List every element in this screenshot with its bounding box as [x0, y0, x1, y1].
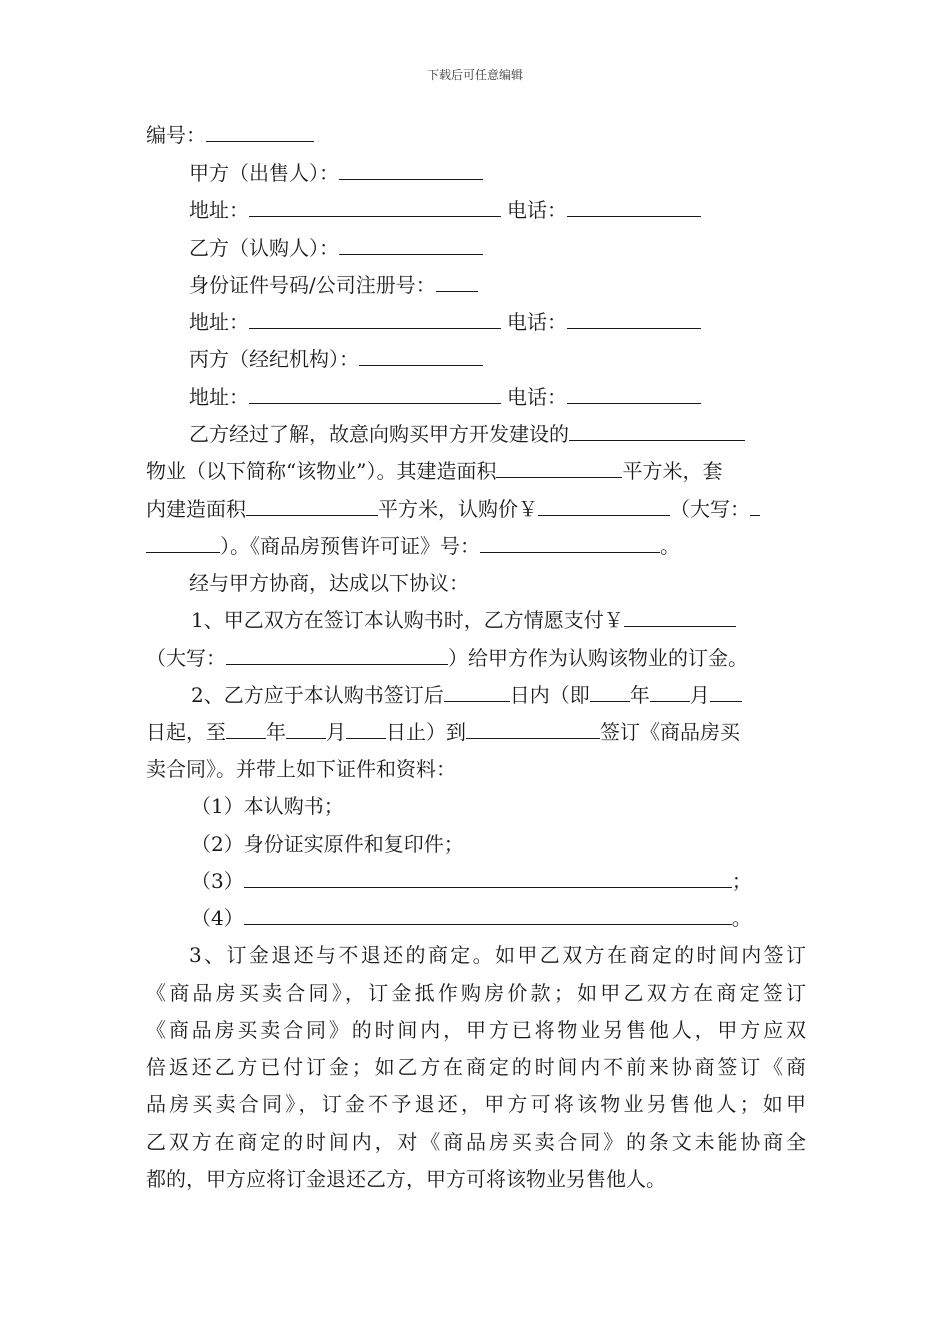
address-blank: [249, 198, 501, 217]
deposit-words-blank: [226, 646, 448, 665]
address-label: 地址：: [189, 198, 249, 222]
intro-line-3: 内建造面积 平方米，认购价￥ （大写：: [146, 496, 760, 522]
item-3-blank: [244, 869, 732, 888]
phone-blank: [567, 385, 701, 404]
item-3: （3） ；: [191, 869, 752, 893]
area-blank: [496, 459, 622, 478]
id-number-blank: [436, 273, 478, 292]
day-blank: [346, 720, 386, 739]
month-blank: [286, 720, 326, 739]
id-number-label: 身份证件号码/公司注册号：: [189, 273, 436, 297]
phone-label: 电话：: [507, 310, 567, 334]
clause-3-line-4: 倍返还乙方已付订金；如乙方在商定的时间内不前来协商签订《商: [146, 1055, 806, 1079]
clause-3-line-7: 都的，甲方应将订金退还乙方，甲方可将该物业另售他人。: [146, 1167, 666, 1191]
location-blank: [466, 720, 600, 739]
number-label: 编号：: [146, 123, 206, 147]
phone-blank: [567, 198, 701, 217]
clause-2-line-3: 卖合同》。并带上如下证件和资料：: [146, 757, 456, 781]
intro-line-4: ）。《商品房预售许可证》号： 。: [146, 533, 680, 559]
address-label: 地址：: [189, 310, 249, 334]
party-a-blank: [339, 161, 483, 180]
item-1: （1）本认购书；: [191, 794, 344, 818]
year-blank: [226, 720, 266, 739]
page-header: 下载后可任意编辑: [426, 68, 523, 82]
party-c-line: [189, 346, 483, 372]
clause-1-line-1: 1、甲乙双方在签订本认购书时，乙方情愿支付￥: [191, 607, 736, 633]
project-blank: [569, 422, 745, 441]
party-c-blank: [359, 347, 483, 366]
deposit-blank: [624, 608, 736, 627]
number-blank: [206, 123, 314, 142]
party-b-line: [189, 235, 483, 261]
clause-1-line-2: （大写： ）给甲方作为认购该物业的订金。: [146, 646, 748, 670]
party-b-label: 乙方（认购人）：: [189, 236, 339, 260]
item-4: （4） 。: [191, 906, 752, 930]
clause-2-line-2: 日起，至 年 月 日止）到 签订《商品房买: [146, 720, 740, 744]
agreement-intro: 经与甲方协商，达成以下协议：: [189, 571, 469, 595]
party-a-address-line: [189, 197, 701, 223]
contract-number-line: [146, 122, 314, 148]
party-c-label: 丙方（经纪机构）：: [189, 347, 359, 371]
party-b-blank: [339, 236, 483, 255]
permit-number-blank: [480, 534, 660, 553]
address-blank: [249, 310, 501, 329]
phone-blank: [567, 310, 701, 329]
inner-area-blank: [246, 497, 378, 516]
item-2: （2）身份证实原件和复印件；: [191, 832, 464, 856]
year-blank: [590, 683, 630, 702]
clause-3-line-5: 品房买卖合同》，订金不予退还，甲方可将该物业另售他人；如甲: [146, 1092, 806, 1116]
day-blank: [710, 683, 742, 702]
clause-3-line-6: 乙双方在商定的时间内，对《商品房买卖合同》的条文未能协商全: [146, 1130, 806, 1154]
address-label: 地址：: [189, 385, 249, 409]
clause-3-line-3: 《商品房买卖合同》的时间内，甲方已将物业另售他人，甲方应双: [146, 1018, 806, 1042]
party-a-label: 甲方（出售人）：: [189, 161, 339, 185]
id-number-line: [189, 272, 478, 298]
clause-3-line-2: 《商品房买卖合同》，订金抵作购房价款；如甲乙双方在商定签订: [146, 981, 806, 1005]
phone-label: 电话：: [507, 385, 567, 409]
month-blank: [650, 683, 690, 702]
address-blank: [249, 385, 501, 404]
party-a-line: [189, 160, 483, 186]
days-blank: [444, 683, 510, 702]
intro-line-1: 乙方经过了解，故意向购买甲方开发建设的: [189, 421, 745, 447]
item-4-blank: [244, 906, 732, 925]
phone-label: 电话：: [507, 198, 567, 222]
price-words-blank-cont: [146, 534, 220, 553]
price-blank: [538, 497, 670, 516]
clause-3-line-1: 3、订金退还与不退还的商定。如甲乙双方在商定的时间内签订: [189, 943, 806, 967]
party-c-address-line: [189, 384, 701, 410]
clause-2-line-1: 2、乙方应于本认购书签订后 日内（即 年 月: [191, 682, 742, 708]
intro-line-2: 物业（以下简称“该物业”）。其建造面积 平方米，套: [146, 459, 723, 483]
party-b-address-line: [189, 309, 701, 335]
price-words-blank: [750, 497, 760, 516]
